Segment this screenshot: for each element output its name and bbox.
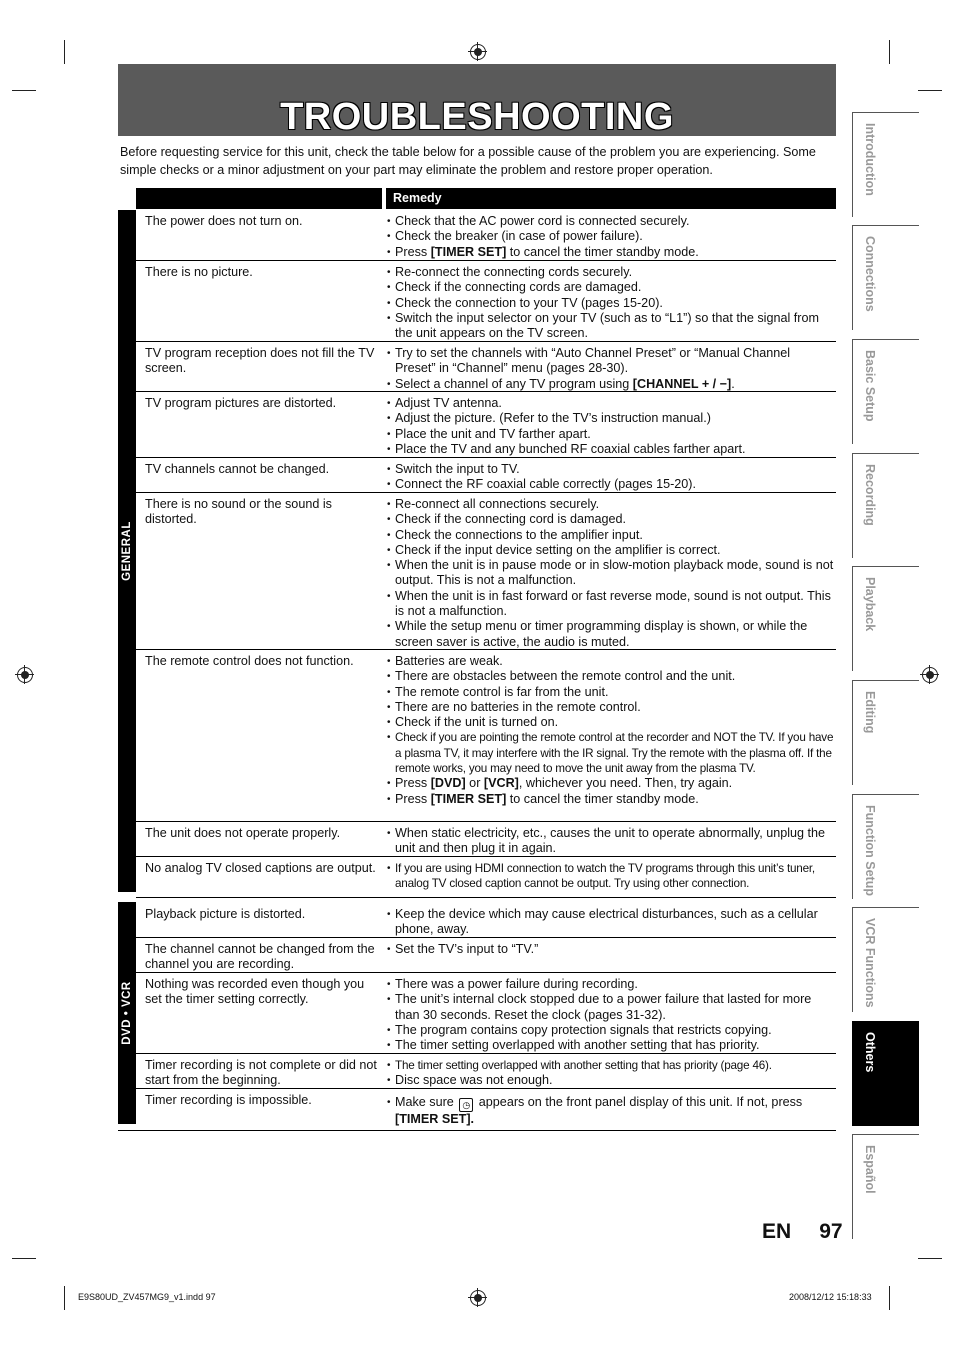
remedy-item: • Re-connect all connections securely. — [386, 497, 834, 512]
side-tab-introduction[interactable] — [852, 112, 919, 217]
side-tab-espanol[interactable] — [852, 1134, 919, 1239]
registration-mark-icon — [922, 667, 938, 683]
remedy-list — [386, 214, 834, 260]
side-tab-others[interactable] — [852, 1021, 919, 1126]
remedy-header-cell — [386, 188, 836, 209]
problem-header-cell — [136, 188, 382, 209]
remedy-item: • There was a power failure during recording. — [386, 977, 834, 992]
footer-timestamp: 2008/12/12 15:18:33 — [789, 1292, 872, 1302]
registration-mark-icon — [470, 1290, 486, 1306]
table-row — [136, 210, 836, 261]
remedy-list — [386, 654, 834, 807]
language-code: EN — [762, 1220, 792, 1243]
remedy-item: • When the unit is in pause mode or in slow-motion playback mode, sound is not output. This is not a malfunction. — [386, 558, 834, 589]
category-band-dvd-vcr — [118, 902, 136, 1124]
remedy-item: • Place the TV and any bunched RF coaxial cables farther apart. — [386, 442, 834, 457]
problem-text: There is no sound or the sound is distorted. — [145, 497, 332, 527]
remedy-item: • There are no batteries in the remote control. — [386, 700, 834, 715]
remedy-list — [386, 942, 834, 957]
remedy-item: • Try to set the channels with “Auto Channel Preset” or “Manual Channel Preset” in “Channel” menu (pages 28-30). — [386, 346, 834, 377]
remedy-list — [386, 396, 834, 457]
remedy-item: • The timer setting overlapped with another setting that has priority. — [386, 1038, 834, 1053]
problem-text: TV channels cannot be changed. — [145, 462, 330, 476]
remedy-list — [386, 977, 834, 1053]
remedy-item: • The unit’s internal clock stopped due to a power failure that lasted for more than 30 seconds. Reset the clock (pages 31-32). — [386, 992, 834, 1023]
crop-mark — [889, 1286, 890, 1310]
remedy-list — [386, 826, 834, 857]
problem-text: Timer recording is impossible. — [145, 1093, 312, 1107]
table-row — [136, 938, 836, 973]
remedy-text: [TIMER SET]. — [395, 1112, 475, 1126]
table-row — [136, 1089, 836, 1129]
remedy-list — [386, 265, 834, 341]
remedy-item: • Disc space was not enough. — [386, 1073, 834, 1088]
remedy-list — [386, 1058, 834, 1089]
crop-mark — [918, 90, 942, 91]
remedy-item: • Check the connections to the amplifier input. — [386, 528, 834, 543]
problem-text: Playback picture is distorted. — [145, 907, 306, 921]
remedy-item: • The program contains copy protection signals that restricts copying. — [386, 1023, 834, 1038]
button-name: [TIMER SET] — [430, 244, 507, 259]
side-tab-recording[interactable] — [852, 453, 919, 558]
side-tab-connections[interactable] — [852, 225, 919, 330]
table-row — [136, 1054, 836, 1089]
category-label: GENERAL — [121, 521, 133, 581]
title-bar — [118, 64, 836, 136]
table-row — [136, 822, 836, 857]
problem-text: The power does not turn on. — [145, 214, 303, 228]
side-tab-basic-setup[interactable] — [852, 339, 919, 444]
side-tab-label: Español — [863, 1145, 877, 1194]
remedy-item: • Check the breaker (in case of power failure). — [386, 229, 834, 244]
table-row — [136, 857, 836, 898]
remedy-item: • Select a channel of any TV program using [CHANNEL + / −]. — [386, 377, 834, 392]
problem-text: The unit does not operate properly. — [145, 826, 341, 840]
button-name: [CHANNEL + / −] — [632, 376, 732, 391]
crop-mark — [64, 1286, 65, 1310]
remedy-item: • Check the connection to your TV (pages 15-20). — [386, 296, 834, 311]
problem-text: The channel cannot be changed from the channel you are recording. — [145, 942, 375, 972]
remedy-item: • There are obstacles between the remote control and the unit. — [386, 669, 834, 684]
side-tab-label: Recording — [863, 464, 877, 526]
problem-text: The remote control does not function. — [145, 654, 354, 668]
side-tab-label: Introduction — [863, 123, 877, 196]
remedy-header-label: Remedy — [393, 191, 442, 205]
table-row — [136, 650, 836, 822]
problem-text: Nothing was recorded even though you set the timer setting correctly. — [145, 977, 365, 1007]
intro-paragraph: Before requesting service for this unit, check the table below for a possible cause of the problem you are experiencing. Some simple checks or a minor adjustment on your part may eliminate the problem and restore proper operation. — [120, 145, 816, 177]
button-name: [VCR] — [483, 776, 519, 791]
remedy-item: • Press [DVD] or [VCR], whichever you need. Then, try again. — [386, 776, 834, 791]
crop-mark — [889, 40, 890, 64]
table-row — [136, 458, 836, 493]
problem-text: TV program pictures are distorted. — [145, 396, 337, 410]
crop-mark — [918, 1258, 942, 1259]
side-tab-playback[interactable] — [852, 566, 919, 671]
page-number-value: 97 — [819, 1220, 843, 1243]
remedy-item: • Adjust TV antenna. — [386, 396, 834, 411]
remedy-item: • The remote control is far from the unit. — [386, 685, 834, 700]
timer-icon: ◷ — [459, 1098, 473, 1112]
remedy-item: • Check that the AC power cord is connected securely. — [386, 214, 834, 229]
remedy-item: • When the unit is in fast forward or fast reverse mode, sound is not output. This is not a malfunction. — [386, 589, 834, 620]
remedy-text: Make sure — [395, 1095, 454, 1109]
remedy-item: • Check if the connecting cords are damaged. — [386, 280, 834, 295]
table-row — [136, 261, 836, 342]
side-tab-label: Basic Setup — [863, 350, 877, 422]
crop-mark — [12, 1258, 36, 1259]
category-band-general — [118, 210, 136, 892]
remedy-item: • Set the TV’s input to “TV.” — [386, 942, 834, 957]
remedy-list — [386, 1095, 834, 1127]
remedy-item: • Connect the RF coaxial cable correctly (pages 15-20). — [386, 477, 834, 492]
button-name: [TIMER SET] — [430, 791, 507, 806]
registration-mark-icon — [17, 667, 33, 683]
side-tab-function-setup[interactable] — [852, 794, 919, 899]
problem-text: No analog TV closed captions are output. — [145, 861, 376, 875]
problem-text: Timer recording is not complete or did not start from the beginning. — [145, 1058, 377, 1088]
remedy-list — [386, 907, 834, 938]
table-row — [136, 342, 836, 392]
table-row — [136, 903, 836, 938]
remedy-item: • While the setup menu or timer programming display is shown, or while the screen saver is active, the audio is muted. — [386, 619, 834, 650]
remedy-list — [386, 346, 834, 392]
remedy-item — [386, 1095, 834, 1127]
problem-text: TV program reception does not fill the TV screen. — [145, 346, 375, 376]
remedy-item: • Place the unit and TV farther apart. — [386, 427, 834, 442]
remedy-item: • Switch the input to TV. — [386, 462, 834, 477]
remedy-item: • The timer setting overlapped with another setting that has priority (page 46). — [386, 1058, 834, 1073]
remedy-item: • Batteries are weak. — [386, 654, 834, 669]
side-tab-label: Others — [863, 1032, 877, 1073]
table-header — [136, 188, 836, 209]
page-title: TROUBLESHOOTING — [280, 96, 674, 138]
table-row — [136, 493, 836, 650]
remedy-item: • Check if the unit is turned on. — [386, 715, 834, 730]
remedy-item: • When static electricity, etc., causes the unit to operate abnormally, unplug the unit and then plug it in again. — [386, 826, 834, 857]
table-row — [136, 392, 836, 458]
remedy-item: • Check if the connecting cord is damaged. — [386, 512, 834, 527]
remedy-list — [386, 462, 834, 493]
side-tab-label: Editing — [863, 691, 877, 734]
side-tab-label: Function Setup — [863, 805, 877, 896]
remedy-list — [386, 497, 834, 650]
remedy-item: • Press [TIMER SET] to cancel the timer standby mode. — [386, 792, 834, 807]
side-tab-editing[interactable] — [852, 680, 919, 785]
side-tab-vcr-functions[interactable] — [852, 907, 919, 1012]
remedy-item: • Check if you are pointing the remote control at the recorder and NOT the TV. If you have a plasma TV, it may interfere with the IR signal. Try the remote with the plasma off. If the remote works, you may need to move the unit away from the plasma TV. — [386, 730, 834, 776]
remedy-item: • Switch the input selector on your TV (such as to “L1”) so that the signal from the unit appears on the TV screen. — [386, 311, 834, 342]
table-bottom-rule — [118, 1130, 836, 1131]
table-row — [136, 973, 836, 1054]
remedy-item: • Check if the input device setting on the amplifier is correct. — [386, 543, 834, 558]
button-name: [DVD] — [430, 776, 466, 791]
remedy-text: appears on the front panel display of this unit. If not, press — [478, 1095, 803, 1109]
crop-mark — [12, 90, 36, 91]
side-tab-label: Playback — [863, 577, 877, 632]
remedy-item: • Re-connect the connecting cords securely. — [386, 265, 834, 280]
problem-text: There is no picture. — [145, 265, 253, 279]
remedy-item: • Press [TIMER SET] to cancel the timer standby mode. — [386, 245, 834, 260]
page-number — [762, 1220, 843, 1244]
side-tab-label: VCR Functions — [863, 918, 877, 1008]
remedy-item: • If you are using HDMI connection to watch the TV programs through this unit’s tuner, analog TV closed caption cannot be output. Try using other connection. — [386, 861, 834, 892]
remedy-item: • Keep the device which may cause electrical disturbances, such as a cellular phone, away. — [386, 907, 834, 938]
remedy-item: • Adjust the picture. (Refer to the TV’s instruction manual.) — [386, 411, 834, 426]
crop-mark — [64, 40, 65, 64]
registration-mark-icon — [470, 44, 486, 60]
footer-file-info: E9S80UD_ZV457MG9_v1.indd 97 — [78, 1292, 216, 1302]
category-label: DVD • VCR — [121, 981, 133, 1045]
side-tab-label: Connections — [863, 236, 877, 312]
remedy-list — [386, 861, 834, 892]
